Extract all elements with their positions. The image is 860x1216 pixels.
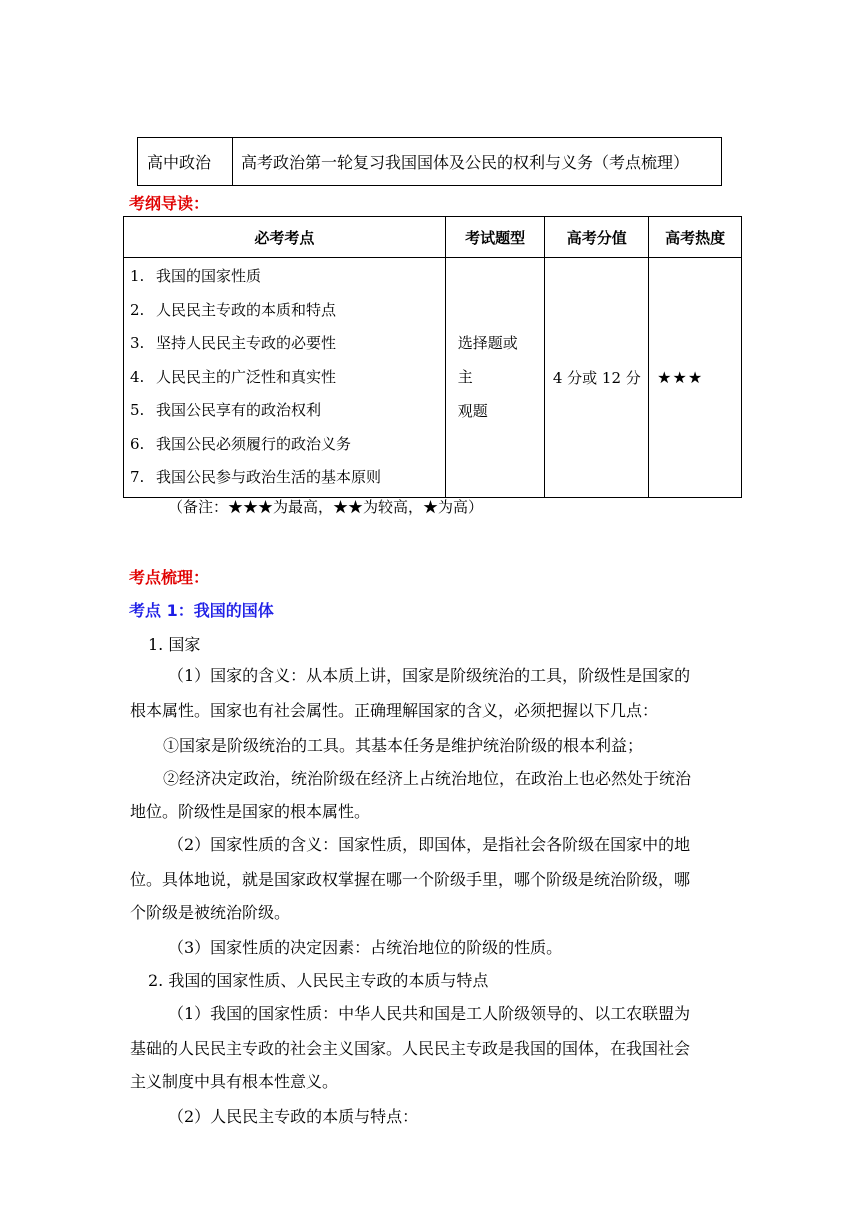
question-type-line-1: 选择题或主 — [457, 334, 518, 387]
column-header-type: 考试题型 — [445, 217, 545, 258]
item-text: 我国的国家性质 — [156, 267, 262, 285]
points-cell — [124, 258, 446, 498]
paragraph-line: 位。具体地说，就是国家政权掌握在哪一个阶级手里，哪个阶级是统治阶级，哪 — [130, 870, 691, 889]
paragraph-line: （2）人民民主专政的本质与特点： — [168, 1107, 419, 1126]
item-text: 人民民主的广泛性和真实性 — [156, 367, 337, 386]
paragraph-line: （3）国家性质的决定因素：占统治地位的阶级的性质。 — [168, 938, 563, 957]
list-item — [130, 461, 445, 495]
document-header — [137, 137, 722, 186]
item-number: 2. — [130, 300, 145, 319]
rating-note: （备注：★★★为最高，★★为较高，★为高） — [168, 498, 484, 516]
outline-heading: 考纲导读： — [129, 194, 210, 213]
heat-rating-cell: ★★★ — [649, 258, 742, 498]
item-text: 我国公民必须履行的政治义务 — [156, 434, 352, 453]
item-number: 5. — [130, 401, 145, 419]
paragraph-line: 根本属性。国家也有社会属性。正确理解国家的含义，必须把握以下几点： — [130, 701, 659, 720]
paragraph-line: 地位。阶级性是国家的根本属性。 — [130, 802, 371, 821]
item-text: 我国公民参与政治生活的基本原则 — [156, 468, 382, 486]
paragraph-line: （1）国家的含义：从本质上讲，国家是阶级统治的工具，阶级性是国家的 — [168, 666, 691, 685]
list-item — [130, 394, 445, 428]
review-heading: 考点梳理： — [129, 568, 210, 587]
item-text: 人民民主专政的本质和特点 — [156, 300, 337, 319]
item-number: 7. — [130, 468, 145, 486]
paragraph-line: 主义制度中具有根本性意义。 — [130, 1072, 339, 1091]
column-header-score: 高考分值 — [545, 217, 649, 258]
paragraph-line: ①国家是阶级统治的工具。其基本任务是维护统治阶级的根本利益； — [163, 736, 644, 755]
paragraph-line: 个阶级是被统治阶级。 — [130, 903, 291, 922]
list-item — [130, 361, 445, 395]
list-item — [130, 294, 445, 328]
exam-points-table — [123, 216, 742, 498]
table-row — [124, 258, 742, 498]
item-number: 4. — [130, 367, 145, 386]
paragraph-line: （1）我国的国家性质：中华人民共和国是工人阶级领导的、以工农联盟为 — [168, 1004, 691, 1023]
paragraph-line: （2）国家性质的含义：国家性质，即国体，是指社会各阶级在国家中的地 — [168, 835, 691, 854]
table-header-row — [124, 217, 742, 258]
subject-label: 高中政治 — [138, 138, 233, 185]
question-type-cell — [445, 258, 545, 498]
paragraph-line: 基础的人民民主专政的社会主义国家。人民民主专政是我国的国体，在我国社会 — [130, 1039, 691, 1058]
question-type-line-2: 观题 — [457, 402, 488, 421]
section-2-title: 2. 我国的国家性质、人民民主专政的本质与特点 — [148, 971, 489, 990]
list-item — [130, 327, 445, 361]
points-list — [130, 260, 445, 495]
section-1-title: 1. 国家 — [148, 635, 201, 654]
item-number: 3. — [130, 334, 145, 352]
column-header-points: 必考考点 — [124, 217, 446, 258]
score-cell: 4 分或 12 分 — [545, 258, 649, 498]
column-header-heat: 高考热度 — [649, 217, 742, 258]
item-text: 坚持人民民主专政的必要性 — [156, 334, 337, 352]
item-number: 1. — [130, 267, 145, 285]
document-title: 高考政治第一轮复习我国国体及公民的权利与义务（考点梳理） — [241, 153, 690, 172]
point-1-heading: 考点 1：我国的国体 — [129, 601, 274, 620]
paragraph-line: ②经济决定政治，统治阶级在经济上占统治地位，在政治上也必然处于统治 — [163, 769, 692, 788]
item-text: 我国公民享有的政治权利 — [156, 401, 322, 419]
list-item — [130, 428, 445, 462]
list-item — [130, 260, 445, 294]
item-number: 6. — [130, 434, 145, 453]
